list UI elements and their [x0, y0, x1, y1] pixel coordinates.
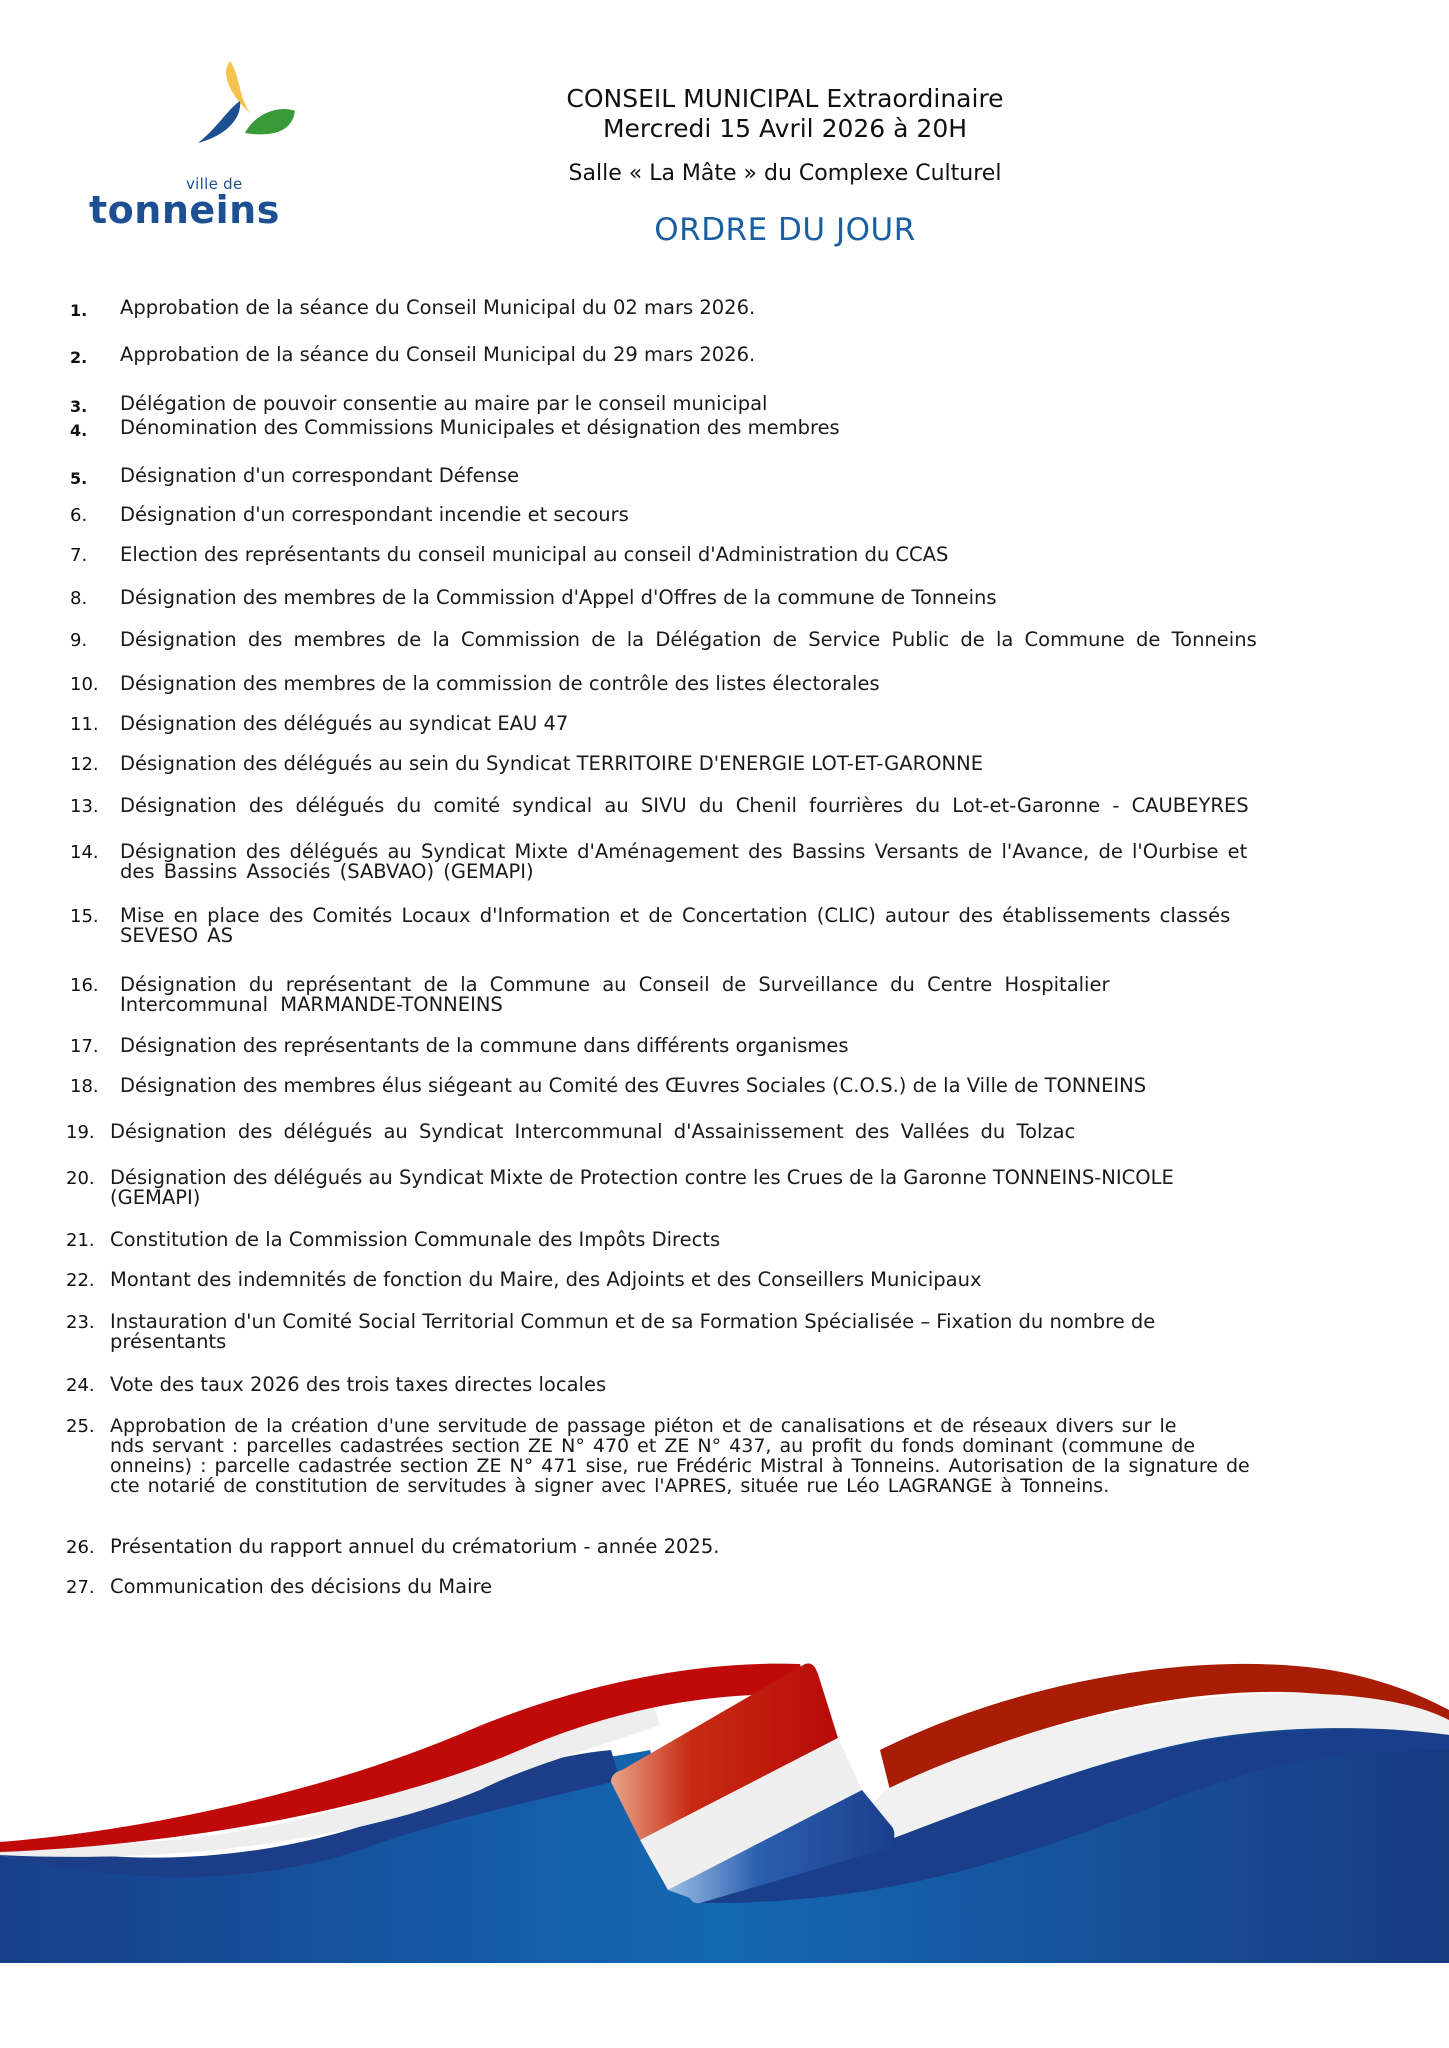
agenda-item-number: 13. — [70, 796, 99, 817]
agenda-item-text: Dénomination des Commissions Municipales et désignation des membres — [120, 416, 840, 439]
agenda-item-number: 11. — [70, 714, 99, 735]
agenda-item-number: 21. — [66, 1230, 95, 1251]
agenda-item-text: Désignation des membres élus siégeant au Comité des Œuvres Sociales (C.O.S.) de la Ville de TONNEINS — [120, 1074, 1147, 1097]
agenda-item-number: 25. — [66, 1416, 95, 1437]
tricolour-ribbon-decoration — [0, 1640, 1449, 2048]
agenda-item-number: 1. — [70, 301, 88, 320]
agenda-item-text: Election des représentants du conseil municipal au conseil d'Administration du CCAS — [120, 543, 949, 566]
agenda-item-text: Désignation des délégués au Syndicat Mixte d'Aménagement des Bassins Versants de l'Avance, de l'Ourbise et des Bassins Associés (SABVAO) (GEMAPI) — [120, 840, 1248, 883]
agenda-item-number: 18. — [70, 1076, 99, 1097]
agenda-item-number: 23. — [66, 1312, 95, 1333]
agenda-item-text: Présentation du rapport annuel du crématorium - année 2025. — [110, 1535, 720, 1558]
agenda-item-number: 8. — [70, 588, 88, 609]
tonneins-logo — [80, 55, 310, 232]
agenda-item-text: Désignation des représentants de la commune dans différents organismes — [120, 1034, 849, 1057]
logo-town-name: tonneins — [89, 188, 280, 232]
logo-swoosh-icon — [80, 55, 310, 185]
agenda-item-text: Désignation des membres de la Commission d'Appel d'Offres de la commune de Tonneins — [120, 586, 997, 609]
agenda-item-number: 16. — [70, 975, 99, 996]
agenda-item-number: 7. — [70, 545, 88, 566]
agenda-item-number: 4. — [70, 421, 88, 440]
agenda-item-text: Désignation des délégués du comité syndical au SIVU du Chenil fourrières du Lot-et-Garonne - CAUBEYRES — [120, 794, 1249, 817]
agenda-item-number: 22. — [66, 1270, 95, 1291]
agenda-item-text: Délégation de pouvoir consentie au maire par le conseil municipal — [120, 392, 768, 415]
agenda-item-number: 27. — [66, 1577, 95, 1598]
agenda-item-number: 24. — [66, 1375, 95, 1396]
agenda-item-text: Approbation de la séance du Conseil Municipal du 29 mars 2026. — [120, 343, 756, 366]
agenda-item-number: 20. — [66, 1168, 95, 1189]
agenda-item-number: 6. — [70, 505, 88, 526]
agenda-item-text: Constitution de la Commission Communale des Impôts Directs — [110, 1228, 721, 1251]
agenda-item-text: Désignation des délégués au sein du Syndicat TERRITOIRE D'ENERGIE LOT-ET-GARONNE — [120, 752, 984, 775]
agenda-item-text: Désignation des membres de la Commission de la Délégation de Service Public de la Commune de Tonneins — [120, 628, 1257, 651]
agenda-item-text: Désignation d'un correspondant Défense — [120, 464, 520, 487]
agenda-item-number: 14. — [70, 842, 99, 863]
agenda-item-number: 17. — [70, 1036, 99, 1057]
meeting-venue: Salle « La Mâte » du Complexe Culturel — [568, 161, 1002, 186]
agenda-item-number: 10. — [70, 674, 99, 695]
agenda-item-text: Communication des décisions du Maire — [110, 1575, 493, 1598]
agenda-item-text: Désignation des membres de la commission de contrôle des listes électorales — [120, 672, 880, 695]
agenda-item-number: 2. — [70, 348, 88, 367]
logo-prefix: ville de — [186, 175, 243, 193]
agenda-item-text: Désignation des délégués au Syndicat Intercommunal d'Assainissement des Vallées du Tolzac — [110, 1120, 1076, 1143]
agenda-item-number: 26. — [66, 1537, 95, 1558]
agenda-item-text: Approbation de la séance du Conseil Municipal du 02 mars 2026. — [120, 296, 756, 319]
agenda-item-number: 5. — [70, 469, 88, 488]
agenda-heading: ORDRE DU JOUR — [654, 212, 916, 248]
agenda-item-text: Désignation des délégués au syndicat EAU 47 — [120, 712, 569, 735]
meeting-title: CONSEIL MUNICIPAL Extraordinaire — [566, 84, 1004, 113]
meeting-date: Mercredi 15 Avril 2026 à 20H — [602, 114, 968, 143]
agenda-item-number: 12. — [70, 754, 99, 775]
agenda-item-text: Approbation de la création d'une servitude de passage piéton et de canalisations et de réseaux divers sur le nds servant : parcelles cadastrées section ZE N° 470 et ZE N° 437, au profit du fonds dominant (commune de onneins) : parcelle cadastrée section ZE N° 471 sise, rue Frédéric Mistral à Tonneins. Autorisation de la signature de cte notarié de constitution de servitudes à signer avec l'APRES, située rue Léo LAGRANGE à Tonneins. — [110, 1415, 1250, 1497]
agenda-item-text: Mise en place des Comités Locaux d'Information et de Concertation (CLIC) autour des établissements classés SEVESO AS — [120, 904, 1231, 947]
agenda-item-text: Instauration d'un Comité Social Territorial Commun et de sa Formation Spécialisée – Fixation du nombre de présentants — [110, 1310, 1156, 1353]
agenda-item-number: 15. — [70, 906, 99, 927]
agenda-item-text: Désignation des délégués au Syndicat Mixte de Protection contre les Crues de la Garonne TONNEINS-NICOLE (GEMAPI) — [110, 1166, 1174, 1209]
agenda-item-text: Désignation d'un correspondant incendie et secours — [120, 503, 629, 526]
agenda-item-number: 3. — [70, 397, 88, 416]
agenda-item-number: 19. — [66, 1122, 95, 1143]
agenda-item-text: Montant des indemnités de fonction du Maire, des Adjoints et des Conseillers Municipaux — [110, 1268, 982, 1291]
agenda-item-text: Désignation du représentant de la Commune au Conseil de Surveillance du Centre Hospitalier Intercommunal MARMANDE-TONNEINS — [120, 973, 1110, 1016]
agenda-item-number: 9. — [70, 630, 88, 651]
agenda-item-text: Vote des taux 2026 des trois taxes directes locales — [110, 1373, 607, 1396]
